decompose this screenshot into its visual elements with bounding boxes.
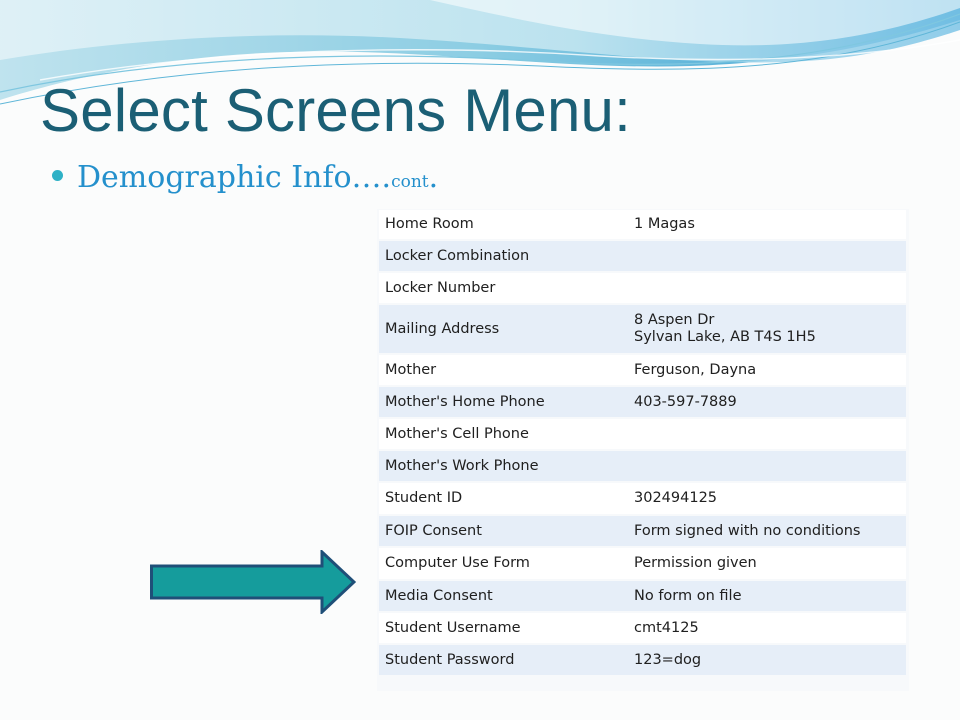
bullet-item	[52, 160, 438, 195]
field-label: Mailing Address	[379, 305, 628, 353]
table-row	[379, 613, 906, 643]
table-row	[379, 241, 906, 271]
field-value: 123=dog	[628, 645, 906, 675]
field-label: Mother	[379, 355, 628, 385]
table-row	[379, 516, 906, 546]
table-row	[379, 273, 906, 303]
demographic-info-screenshot	[377, 209, 909, 691]
field-label: Student Username	[379, 613, 628, 643]
table-row	[379, 483, 906, 514]
field-label: FOIP Consent	[379, 516, 628, 546]
field-value: No form on file	[628, 581, 906, 611]
table-row	[379, 387, 906, 417]
field-value	[628, 419, 906, 449]
field-label: Student Password	[379, 645, 628, 675]
field-label: Computer Use Form	[379, 548, 628, 579]
field-label: Media Consent	[379, 581, 628, 611]
field-value	[628, 241, 906, 271]
slide-title: Select Screens Menu:	[40, 77, 631, 144]
field-label: Mother's Work Phone	[379, 451, 628, 481]
table-row	[379, 210, 906, 239]
bullet-text-cont: cont	[391, 172, 429, 192]
table-row	[379, 419, 906, 449]
field-value	[628, 273, 906, 303]
field-label: Mother's Home Phone	[379, 387, 628, 417]
field-value: Ferguson, Dayna	[628, 355, 906, 385]
demographic-info-table	[379, 208, 906, 677]
bullet-dot-icon	[52, 170, 63, 181]
table-row	[379, 548, 906, 579]
field-value: Permission given	[628, 548, 906, 579]
table-row	[379, 645, 906, 675]
table-row	[379, 581, 906, 611]
field-value: cmt4125	[628, 613, 906, 643]
field-value: 302494125	[628, 483, 906, 514]
field-value: 403-597-7889	[628, 387, 906, 417]
field-value: 1 Magas	[628, 210, 906, 239]
field-value: 8 Aspen Dr Sylvan Lake, AB T4S 1H5	[628, 305, 906, 353]
table-row	[379, 355, 906, 385]
field-label: Locker Number	[379, 273, 628, 303]
right-arrow-icon	[150, 550, 356, 614]
bullet-text: Demographic Info….	[77, 160, 392, 195]
field-value: Form signed with no conditions	[628, 516, 906, 546]
field-label: Mother's Cell Phone	[379, 419, 628, 449]
field-label: Student ID	[379, 483, 628, 514]
bullet-text-end: .	[428, 160, 439, 195]
table-row	[379, 305, 906, 353]
field-label: Home Room	[379, 210, 628, 239]
field-value	[628, 451, 906, 481]
field-label: Locker Combination	[379, 241, 628, 271]
table-row	[379, 451, 906, 481]
